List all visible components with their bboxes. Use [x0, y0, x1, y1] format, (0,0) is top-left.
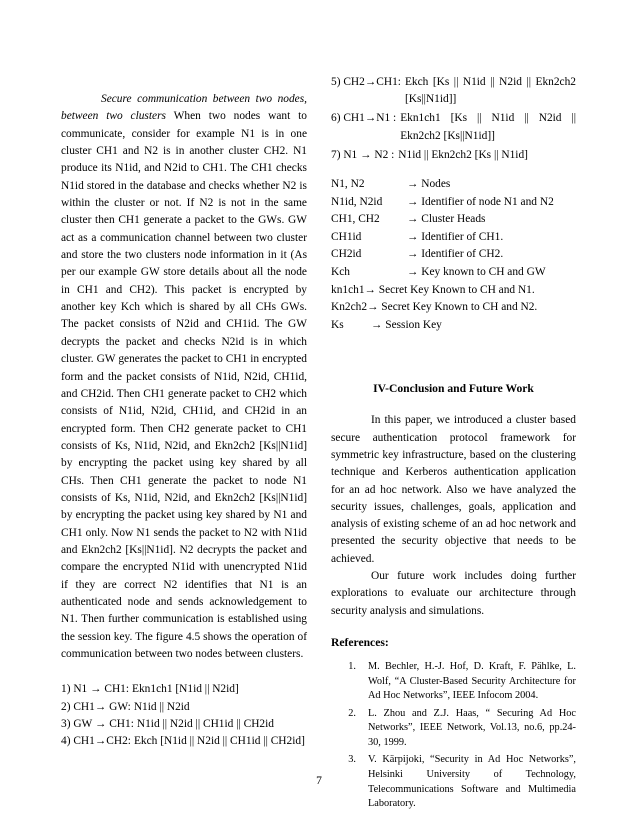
reference-list [331, 660, 576, 812]
section-heading: IV-Conclusion and Future Work [373, 382, 534, 396]
legend-row: N1id, N2id → Identifier of node N1 and N2 [331, 195, 554, 208]
legend-row: CH1id → Identifier of CH1. [331, 230, 504, 243]
protocol-step: 2) CH1→ GW: N1id || N2id [61, 700, 190, 713]
subsection-lead: Secure communication between two nodes, between two clusters [61, 93, 307, 123]
body-paragraph [61, 91, 307, 663]
references-heading: References: [331, 635, 389, 649]
protocol-step: 6) CH1→N1 : Ekn1ch1 [Ks || N1id || N2id || Ekn2ch2 [Ks||N1id]] [331, 112, 576, 142]
protocol-step: 7) N1 → N2 : N1id || Ekn2ch2 [Ks || N1id] [331, 148, 528, 161]
protocol-step: 4) CH1→CH2: Ekch [N1id || N2id || CH1id || CH2id] [61, 735, 305, 748]
legend-row: Ks → Session Key [331, 318, 442, 331]
reference-item: 1. M. Bechler, H.-J. Hof, D. Kraft, F. Pählke, L. Wolf, “A Cluster-Based Security Architecture for Ad Hoc Networks”, IEEE Infocom 2004. [348, 660, 576, 702]
protocol-step: 5) CH2→CH1: Ekch [Ks || N1id || N2id || Ekn2ch2 [Ks||N1id]] [331, 76, 576, 106]
conclusion-paragraph: In this paper, we introduced a cluster based secure authentication protocol framework for symmetric key infrastructure, based on the clustering technique and Kerberos authentication application for an ad hoc network. Also we have analyzed the security issues, challenges, goals, application and analysis of existing scheme of an ad hoc network and presented the security objective that needs to be achieved. [331, 414, 576, 565]
protocol-step: 1) N1 → CH1: Ekn1ch1 [N1id || N2id] [61, 683, 239, 696]
left-column [61, 91, 307, 751]
legend-row: Kch → Key known to CH and GW [331, 265, 546, 278]
legend-row: kn1ch1→ Secret Key Known to CH and N1. [331, 283, 535, 296]
protocol-step: 3) GW → CH1: N1id || N2id || CH1id || CH2id [61, 717, 274, 730]
legend-row: CH1, CH2 → Cluster Heads [331, 213, 486, 226]
legend-row: CH2id → Identifier of CH2. [331, 248, 504, 261]
paragraph-text: When two nodes want to communicate, consider for example N1 is in one cluster CH1 and N2 is in another cluster CH2. N1 produce its N1id, and N2id to CH1. The CH1 checks N1id stored in the database and checks whether N2 is within the cluster or not. If N2 is not in the same cluster then CH1 generate a packet to the GWs. GW act as a communication channel between two cluster and store the two clusters node information in it (As per our example GW store details about all the node in CH1 and CH2). This packet is encrypted by another key Kch which is shared by all CHs GWs. The packet consists of N2id and CH1id. The GW decrypts the packet and checks N2id is in which cluster. GW generates the packet to CH1 in encrypted form and the packet consists of N1id, N2id, CH1id, and CH2id. Then CH1 generate packet to CH2 which consists of N1id, N2id, CH1id, and CH2id in an encrypted form. Then CH2 generate packet to CH1 consists of Ks, N1id, N2id, and Ekn2ch2 [Ks||N1id] by encrypting the packet using key shared by all CHs. Then CH1 generate the packet to node N1 consists of Ks, N1id, N2id, and Ekn2ch2 [Ks||N1id] by encrypting the packet using key shared by N1 and CH1 only. Now N1 sends the packet to N2 with N1id and Ekn2ch2 [Ks||N1id]. N2 decrypts the packet and compare the encrypted N1id with unencrypted N1id if they are correct N2 identifies that N1 is an authenticated node and sends acknowledgement to N1. Then further communication is established using the session key. The figure 4.5 shows the operation of communication between two nodes between clusters. [61, 110, 307, 660]
protocol-steps [61, 681, 307, 750]
protocol-steps-continued [331, 74, 576, 164]
right-column [331, 74, 576, 815]
legend-row: Kn2ch2→ Secret Key Known to CH and N2. [331, 301, 538, 314]
reference-item: 3. V. Kärpijoki, “Security in Ad Hoc Networks”, Helsinki University of Technology, Telecommunications Software and Multimedia Laboratory. [348, 754, 576, 810]
legend-row: N1, N2 → Nodes [331, 178, 451, 191]
reference-item: 2. L. Zhou and Z.J. Haas, “ Securing Ad Hoc Networks”, IEEE Network, Vol.13, no.6, pp.24-30, 1999. [348, 707, 576, 748]
future-work-paragraph: Our future work includes doing further explorations to evaluate our architecture through security analysis and simulations. [331, 570, 576, 617]
page-number: 7 [316, 774, 322, 787]
conclusion-section [331, 412, 576, 620]
notation-legend [331, 176, 576, 334]
